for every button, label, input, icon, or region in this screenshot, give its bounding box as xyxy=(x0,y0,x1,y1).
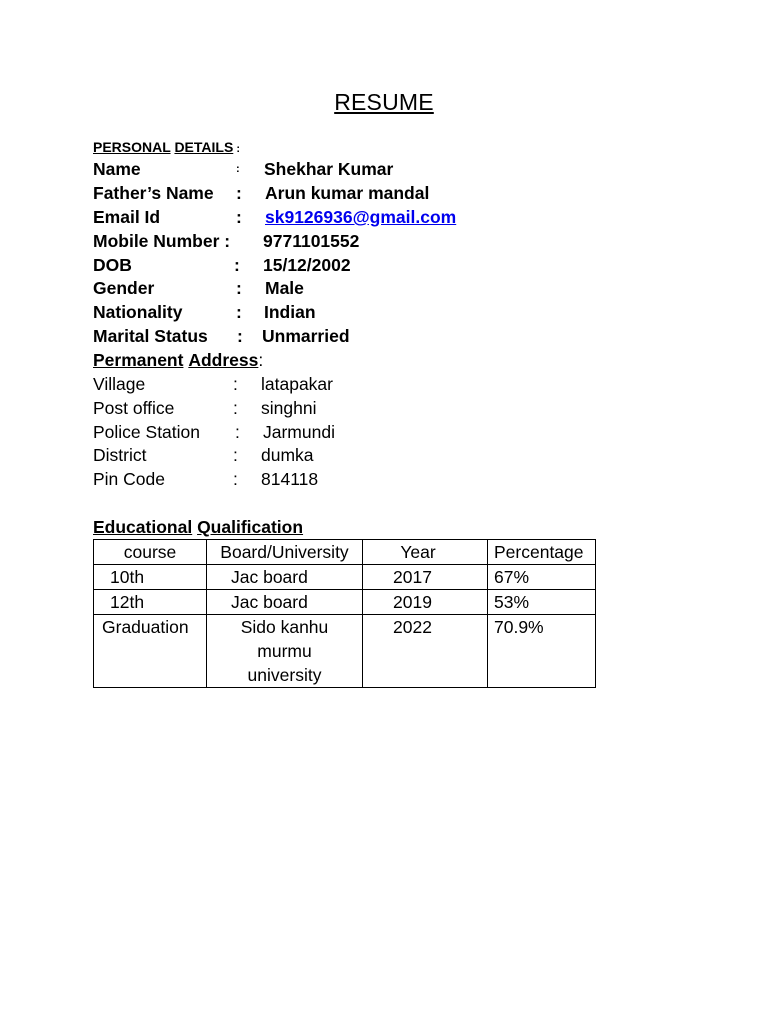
table-cell: 2022 xyxy=(363,615,488,688)
table-row xyxy=(94,590,596,615)
field-value: latapakar xyxy=(261,374,333,394)
table-header-row xyxy=(94,540,596,565)
field-value: Male xyxy=(265,278,304,298)
field-label: Gender xyxy=(93,278,155,298)
education-table xyxy=(93,539,596,688)
table-cell: 2019 xyxy=(363,590,488,615)
table-cell: 67% xyxy=(488,565,596,590)
header-cell: Year xyxy=(363,540,488,565)
field-colon: : xyxy=(236,207,242,227)
field-label: Email Id xyxy=(93,207,161,227)
field-colon: : xyxy=(234,255,240,275)
heading-word: DETAILS xyxy=(174,139,234,155)
table-cell: Sido kanhu murmu university xyxy=(207,615,363,688)
field-label: Father’s Name xyxy=(93,183,214,203)
field-value: Jarmundi xyxy=(263,422,335,442)
field-colon: : xyxy=(233,398,238,418)
heading-word: PERSONAL xyxy=(93,139,171,155)
table-cell: Jac board xyxy=(207,565,363,590)
heading-word: Educational xyxy=(93,517,193,537)
field-colon: : xyxy=(236,278,242,298)
field-colon: : xyxy=(236,302,242,322)
field-label: Post office xyxy=(93,398,175,418)
heading-word: Qualification xyxy=(197,517,304,537)
field-colon: : xyxy=(233,469,238,489)
table-cell: 70.9% xyxy=(488,615,596,688)
field-value: singhni xyxy=(261,398,317,418)
field-label: Nationality xyxy=(93,302,183,322)
field-label: Marital Status xyxy=(93,326,208,346)
table-row xyxy=(94,565,596,590)
field-label: Mobile Number : xyxy=(93,231,231,251)
field-colon: : xyxy=(233,374,238,394)
field-value: Arun kumar mandal xyxy=(265,183,430,203)
header-cell: Percentage xyxy=(488,540,596,565)
field-colon: : xyxy=(237,326,243,346)
field-value: Shekhar Kumar xyxy=(264,159,394,179)
table-cell: Jac board xyxy=(207,590,363,615)
personal-details-heading xyxy=(93,139,240,155)
field-colon: : xyxy=(236,163,240,175)
field-label: DOB xyxy=(93,255,132,275)
table-cell: 2017 xyxy=(363,565,488,590)
page-title: RESUME xyxy=(334,89,434,115)
header-cell: Board/University xyxy=(207,540,363,565)
heading-suffix: : xyxy=(233,143,241,155)
field-label: Police Station xyxy=(93,422,201,442)
field-label: Pin Code xyxy=(93,469,165,489)
table-cell: 53% xyxy=(488,590,596,615)
table-cell: Graduation xyxy=(94,615,207,688)
field-label: Village xyxy=(93,374,146,394)
field-label: Name xyxy=(93,159,141,179)
field-value: 814118 xyxy=(261,469,319,489)
field-colon: : xyxy=(233,445,238,465)
field-value: Indian xyxy=(264,302,316,322)
table-cell: 12th xyxy=(94,590,207,615)
heading-word: Address xyxy=(188,350,259,370)
field-value: 15/12/2002 xyxy=(263,255,351,275)
table-row xyxy=(94,615,596,688)
field-value: 9771101552 xyxy=(263,231,360,251)
educational-qualification-heading xyxy=(93,515,303,539)
field-colon: : xyxy=(235,422,240,442)
field-value: Unmarried xyxy=(262,326,350,346)
header-cell: course xyxy=(94,540,207,565)
field-value: dumka xyxy=(261,445,314,465)
email-link[interactable]: sk9126936@gmail.com xyxy=(265,207,457,227)
field-colon: : xyxy=(236,183,242,203)
table-cell: 10th xyxy=(94,565,207,590)
field-label: District xyxy=(93,445,147,465)
permanent-address-heading xyxy=(93,348,263,372)
heading-word: Permanent xyxy=(93,350,184,370)
heading-suffix: : xyxy=(258,350,264,370)
